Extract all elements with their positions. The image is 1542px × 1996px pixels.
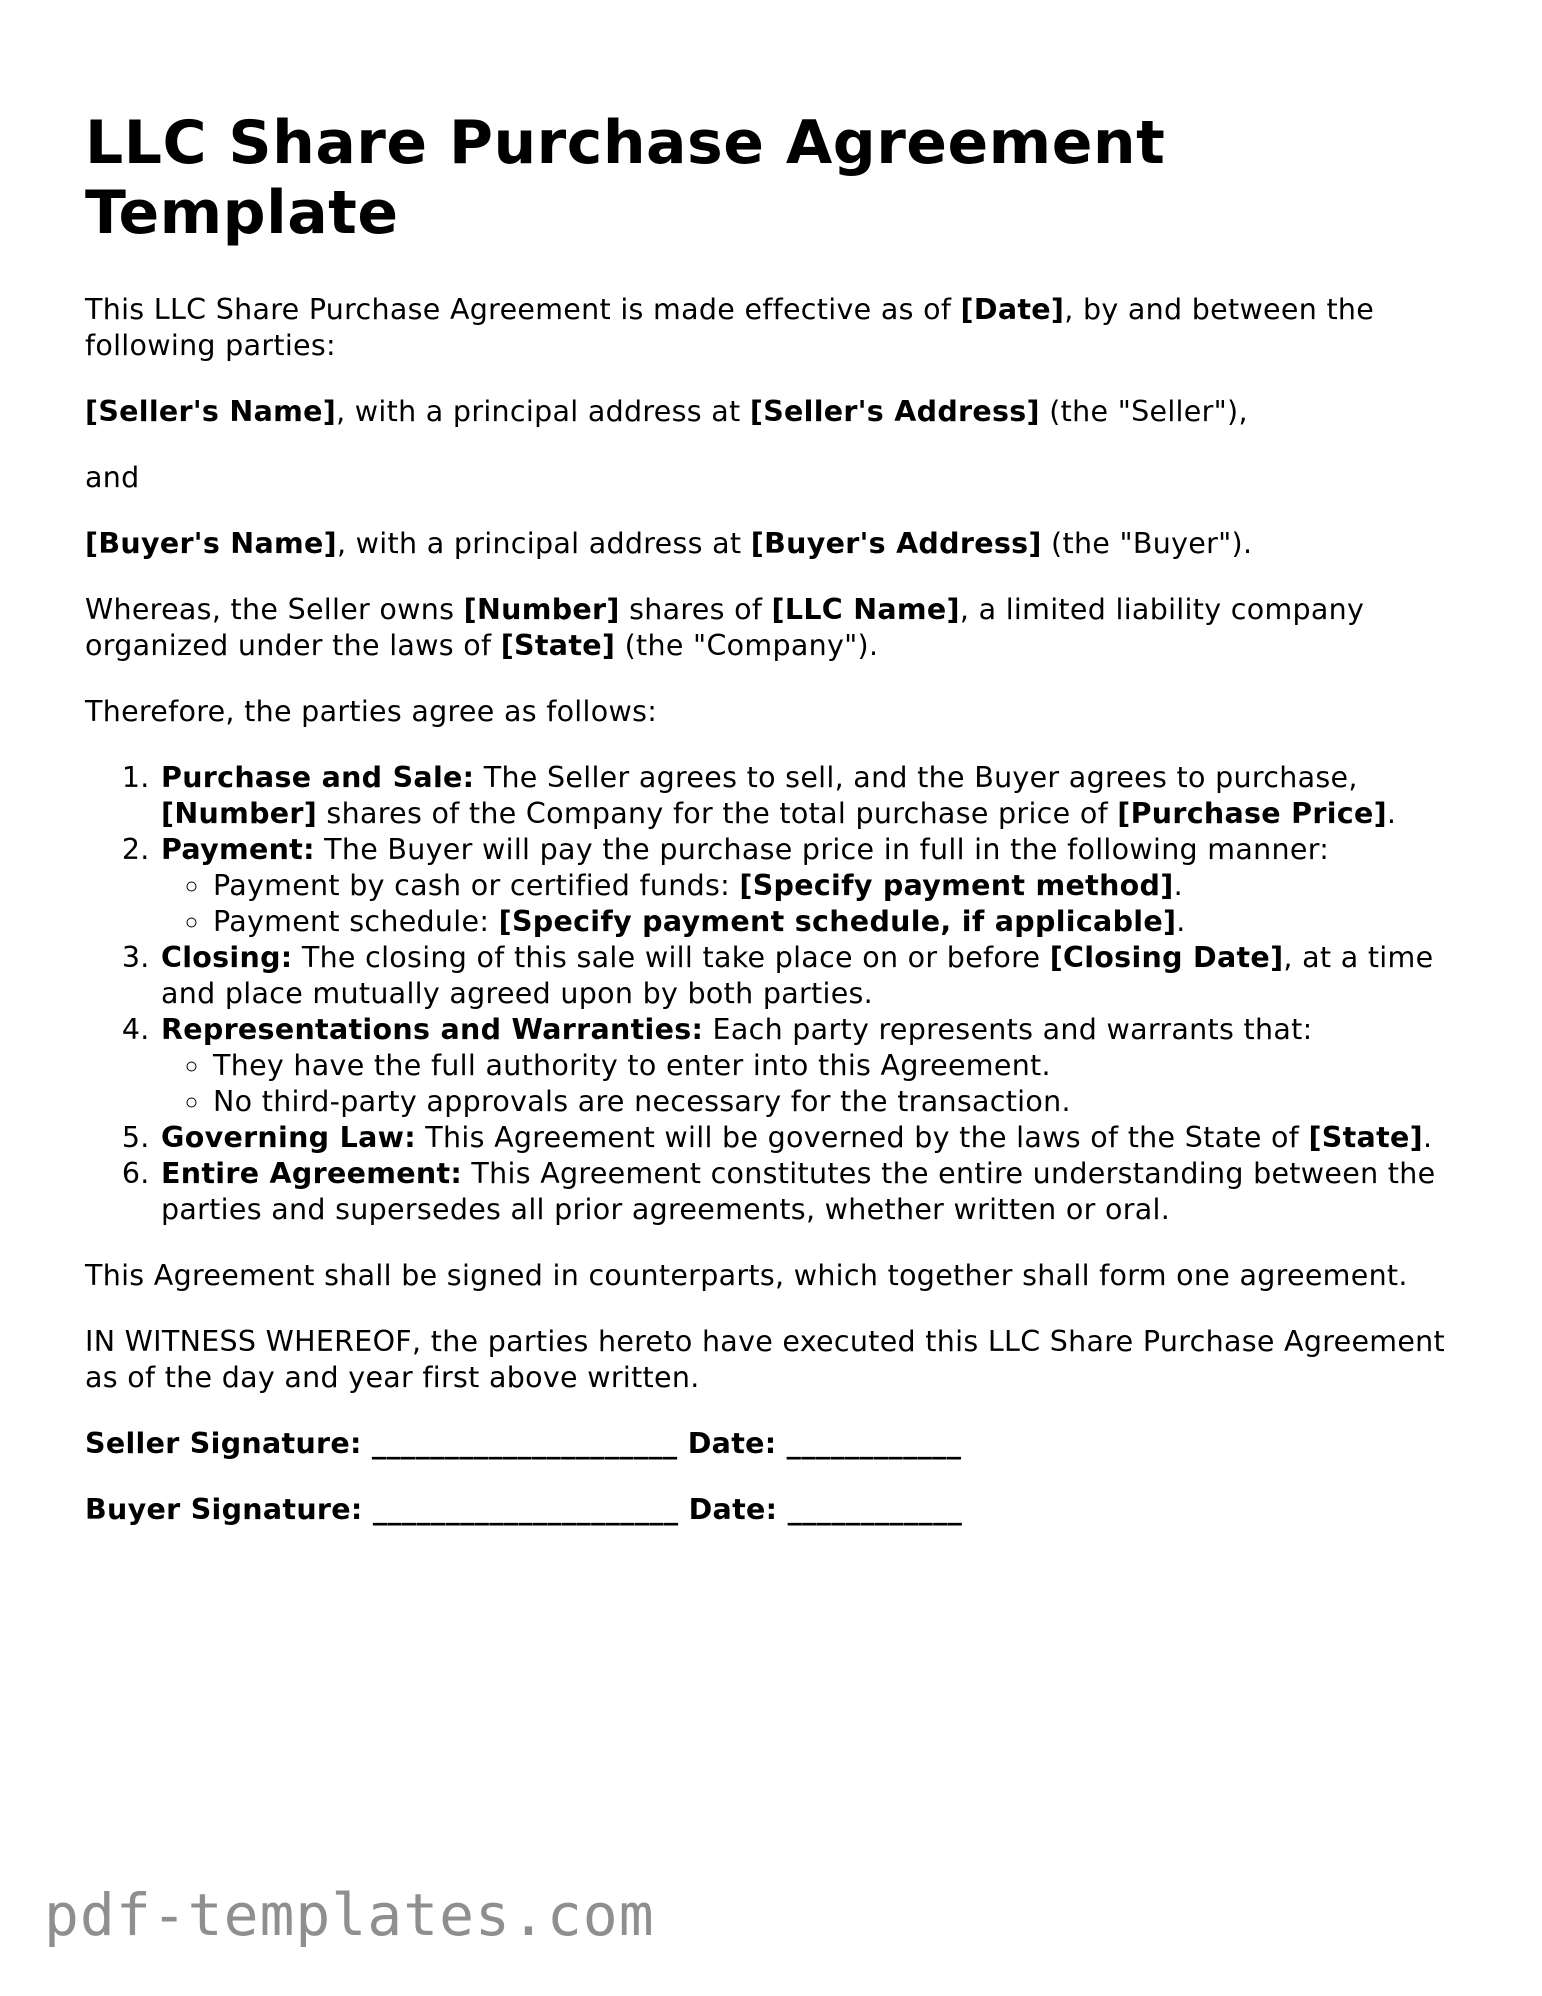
term-heading: Purchase and Sale: [161,761,475,794]
buyer-address-placeholder: [Buyer's Address] [750,527,1042,560]
punctuation: . [1173,869,1183,902]
payment-method-label: Payment by cash or certified funds: [213,869,740,902]
term-purchase-and-sale [159,760,1465,832]
term-heading: Payment: [161,833,315,866]
payment-method-item [211,868,1465,904]
term-governing-law [159,1120,1465,1156]
closing-date-placeholder: [Closing Date] [1049,941,1284,974]
intro-text: This LLC Share Purchase Agreement is made effective as of [85,293,961,326]
payment-schedule-placeholder: [Specify payment schedule, if applicable] [498,905,1177,938]
state-placeholder: [State] [500,629,616,662]
buyer-paragraph [85,526,1465,562]
whereas-text-3: , a limited liability company organized under the laws of [85,593,1365,662]
llc-name-placeholder: [LLC Name] [771,593,960,626]
and-paragraph: and [85,461,140,494]
intro-paragraph [85,292,1465,364]
seller-address-placeholder: [Seller's Address] [749,395,1040,428]
whereas-text-4: (the "Company"). [615,629,879,662]
document-title: LLC Share Purchase Agreement Template [85,108,1166,248]
term-text: Each party represents and warrants that: [703,1013,1313,1046]
purchase-price-placeholder: [Purchase Price] [1117,797,1387,830]
intro-text-end: , by and between the following parties: [85,293,1375,362]
term-text: This Agreement will be governed by the laws of the State of [415,1121,1309,1154]
term-text: . [1386,797,1397,830]
punctuation: . [1176,905,1186,938]
seller-name-placeholder: [Seller's Name] [85,395,337,428]
term-heading: Governing Law: [161,1121,416,1154]
term-heading: Representations and Warranties: [161,1013,704,1046]
date-placeholder: [Date] [960,293,1065,326]
seller-signature-line: Seller Signature: _____________________ Date: ____________ [85,1427,962,1460]
buyer-text-end: (the "Buyer"). [1041,527,1253,560]
payment-sublist [161,868,1465,940]
term-heading: Closing: [161,941,293,974]
payment-method-placeholder: [Specify payment method] [739,869,1174,902]
whereas-paragraph [85,592,1465,664]
state-placeholder: [State] [1308,1121,1423,1154]
term-text: This Agreement constitutes the entire understanding between the parties and supersedes all prior agreements, whether written or oral. [161,1157,1436,1226]
buyer-signature-line: Buyer Signature: _____________________ Date: ____________ [85,1493,963,1526]
buyer-name-placeholder: [Buyer's Name] [85,527,337,560]
reps-item: ◦ No third-party approvals are necessary for the transaction. [211,1084,1465,1120]
document-body [85,292,1465,1558]
term-text: , at a time and place mutually agreed upon by both parties. [161,941,1434,1010]
payment-schedule-item [211,904,1465,940]
term-text: shares of the Company for the total purchase price of [317,797,1118,830]
seller-text: , with a principal address at [336,395,750,428]
therefore-paragraph: Therefore, the parties agree as follows: [85,695,658,728]
term-text: . [1422,1121,1433,1154]
term-text: The Seller agrees to sell, and the Buyer agrees to purchase, [474,761,1358,794]
whereas-text: Whereas, the Seller owns [85,593,464,626]
counterparts-paragraph: This Agreement shall be signed in counterparts, which together shall form one agreement. [85,1259,1408,1292]
buyer-text: , with a principal address at [336,527,751,560]
term-representations [159,1012,1465,1120]
seller-text-end: (the "Seller"), [1039,395,1248,428]
whereas-text-2: shares of [619,593,772,626]
term-text: The closing of this sale will take place on or before [292,941,1050,974]
witness-paragraph: IN WITNESS WHEREOF, the parties hereto have executed this LLC Share Purchase Agreement as of the day and year first above written. [85,1325,1446,1394]
terms-list [85,760,1465,1228]
watermark: pdf-templates.com [44,1881,655,1949]
term-heading: Entire Agreement: [161,1157,463,1190]
reps-item: ◦ They have the full authority to enter into this Agreement. [211,1048,1465,1084]
payment-schedule-label: Payment schedule: [213,905,499,938]
number-placeholder: [Number] [463,593,620,626]
term-payment [159,832,1465,940]
seller-paragraph [85,394,1465,430]
term-text: The Buyer will pay the purchase price in full in the following manner: [314,833,1330,866]
reps-sublist [161,1048,1465,1120]
term-closing [159,940,1465,1012]
term-entire-agreement [159,1156,1465,1228]
number-placeholder: [Number] [161,797,318,830]
